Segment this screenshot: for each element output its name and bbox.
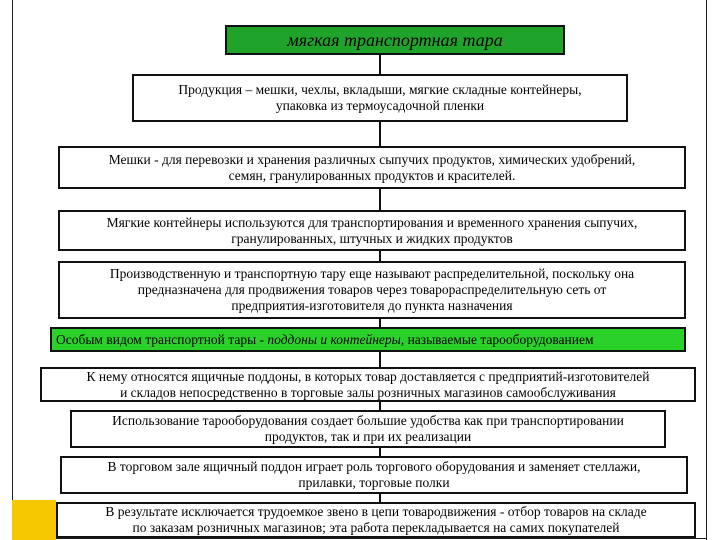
frame-left-line xyxy=(12,0,13,540)
box-pallets-box xyxy=(40,367,696,402)
distribution-line-1: Производственную и транспортную тару еще называют распределительной, поскольку она xyxy=(109,266,635,281)
connector-3 xyxy=(379,189,381,210)
connector-8 xyxy=(379,448,381,456)
connector-5 xyxy=(379,319,381,327)
special-type-italic: поддоны и контейнеры xyxy=(267,331,401,347)
result-line-1: В результате исключается трудоемкое звено в цепи товародвижения - отбор товаров на складе xyxy=(105,504,647,519)
connector-9 xyxy=(379,494,381,502)
result-box xyxy=(56,502,696,538)
frame-bottom-line xyxy=(12,538,707,539)
soft-containers-line-1: Мягкие контейнеры используются для транспортирования и временного хранения сыпучих, xyxy=(106,214,638,230)
connector-7 xyxy=(379,402,381,410)
special-type-prefix: Особым видом транспортной тары - xyxy=(56,331,268,347)
result-line-2: по заказам розничных магазинов; эта работа перекладывается на самих покупателей xyxy=(132,520,620,535)
trade-hall-box xyxy=(60,456,688,494)
box-pallets-line-1: К нему относятся ящичные поддоны, в которых товар доставляется с предприятий-изготовителей xyxy=(86,368,650,384)
connector-1 xyxy=(379,54,381,74)
usage-line-2: продуктов, так и при их реализации xyxy=(264,429,472,444)
title-box xyxy=(225,25,565,55)
products-box xyxy=(132,74,628,122)
bags-line-2: семян, гранулированных продуктов и красителей. xyxy=(228,167,516,183)
bags-box xyxy=(58,146,686,189)
bags-line-1: Мешки - для перевозки и хранения различных сыпучих продуктов, химических удобрений, xyxy=(108,151,636,167)
trade-hall-line-1: В торговом зале ящичный поддон играет роль торгового оборудования и заменяет стеллажи, xyxy=(107,459,641,474)
connector-2 xyxy=(379,122,381,146)
corner-accent xyxy=(12,500,56,540)
usage-box xyxy=(70,410,666,448)
soft-containers-box xyxy=(58,210,686,251)
distribution-box xyxy=(58,261,686,319)
special-type-box xyxy=(50,327,686,352)
products-line-1: Продукция – мешки, чехлы, вкладыши, мягкие складные контейнеры, xyxy=(178,82,582,97)
connector-6 xyxy=(379,352,381,367)
distribution-line-3: предприятия-изготовителя до пункта назначения xyxy=(231,298,513,313)
usage-line-1: Использование тарооборудования создает большие удобства как при транспортировании xyxy=(112,413,624,428)
soft-containers-line-2: гранулированных, штучных и жидких продуктов xyxy=(231,230,513,246)
special-type-suffix: , называемые тарооборудованием xyxy=(400,331,594,347)
distribution-line-2: предназначена для продвижения товаров через товарораспределительную сеть от xyxy=(137,282,607,297)
products-line-2: упаковка из термоусадочной пленки xyxy=(275,98,485,113)
trade-hall-line-2: прилавки, торговые полки xyxy=(298,475,450,490)
frame-right-line xyxy=(706,0,707,540)
box-pallets-line-2: и складов непосредственно в торговые залы розничных магазинов самообслуживания xyxy=(120,384,616,400)
title-text: мягкая транспортная тара xyxy=(287,30,503,50)
connector-4 xyxy=(379,251,381,261)
